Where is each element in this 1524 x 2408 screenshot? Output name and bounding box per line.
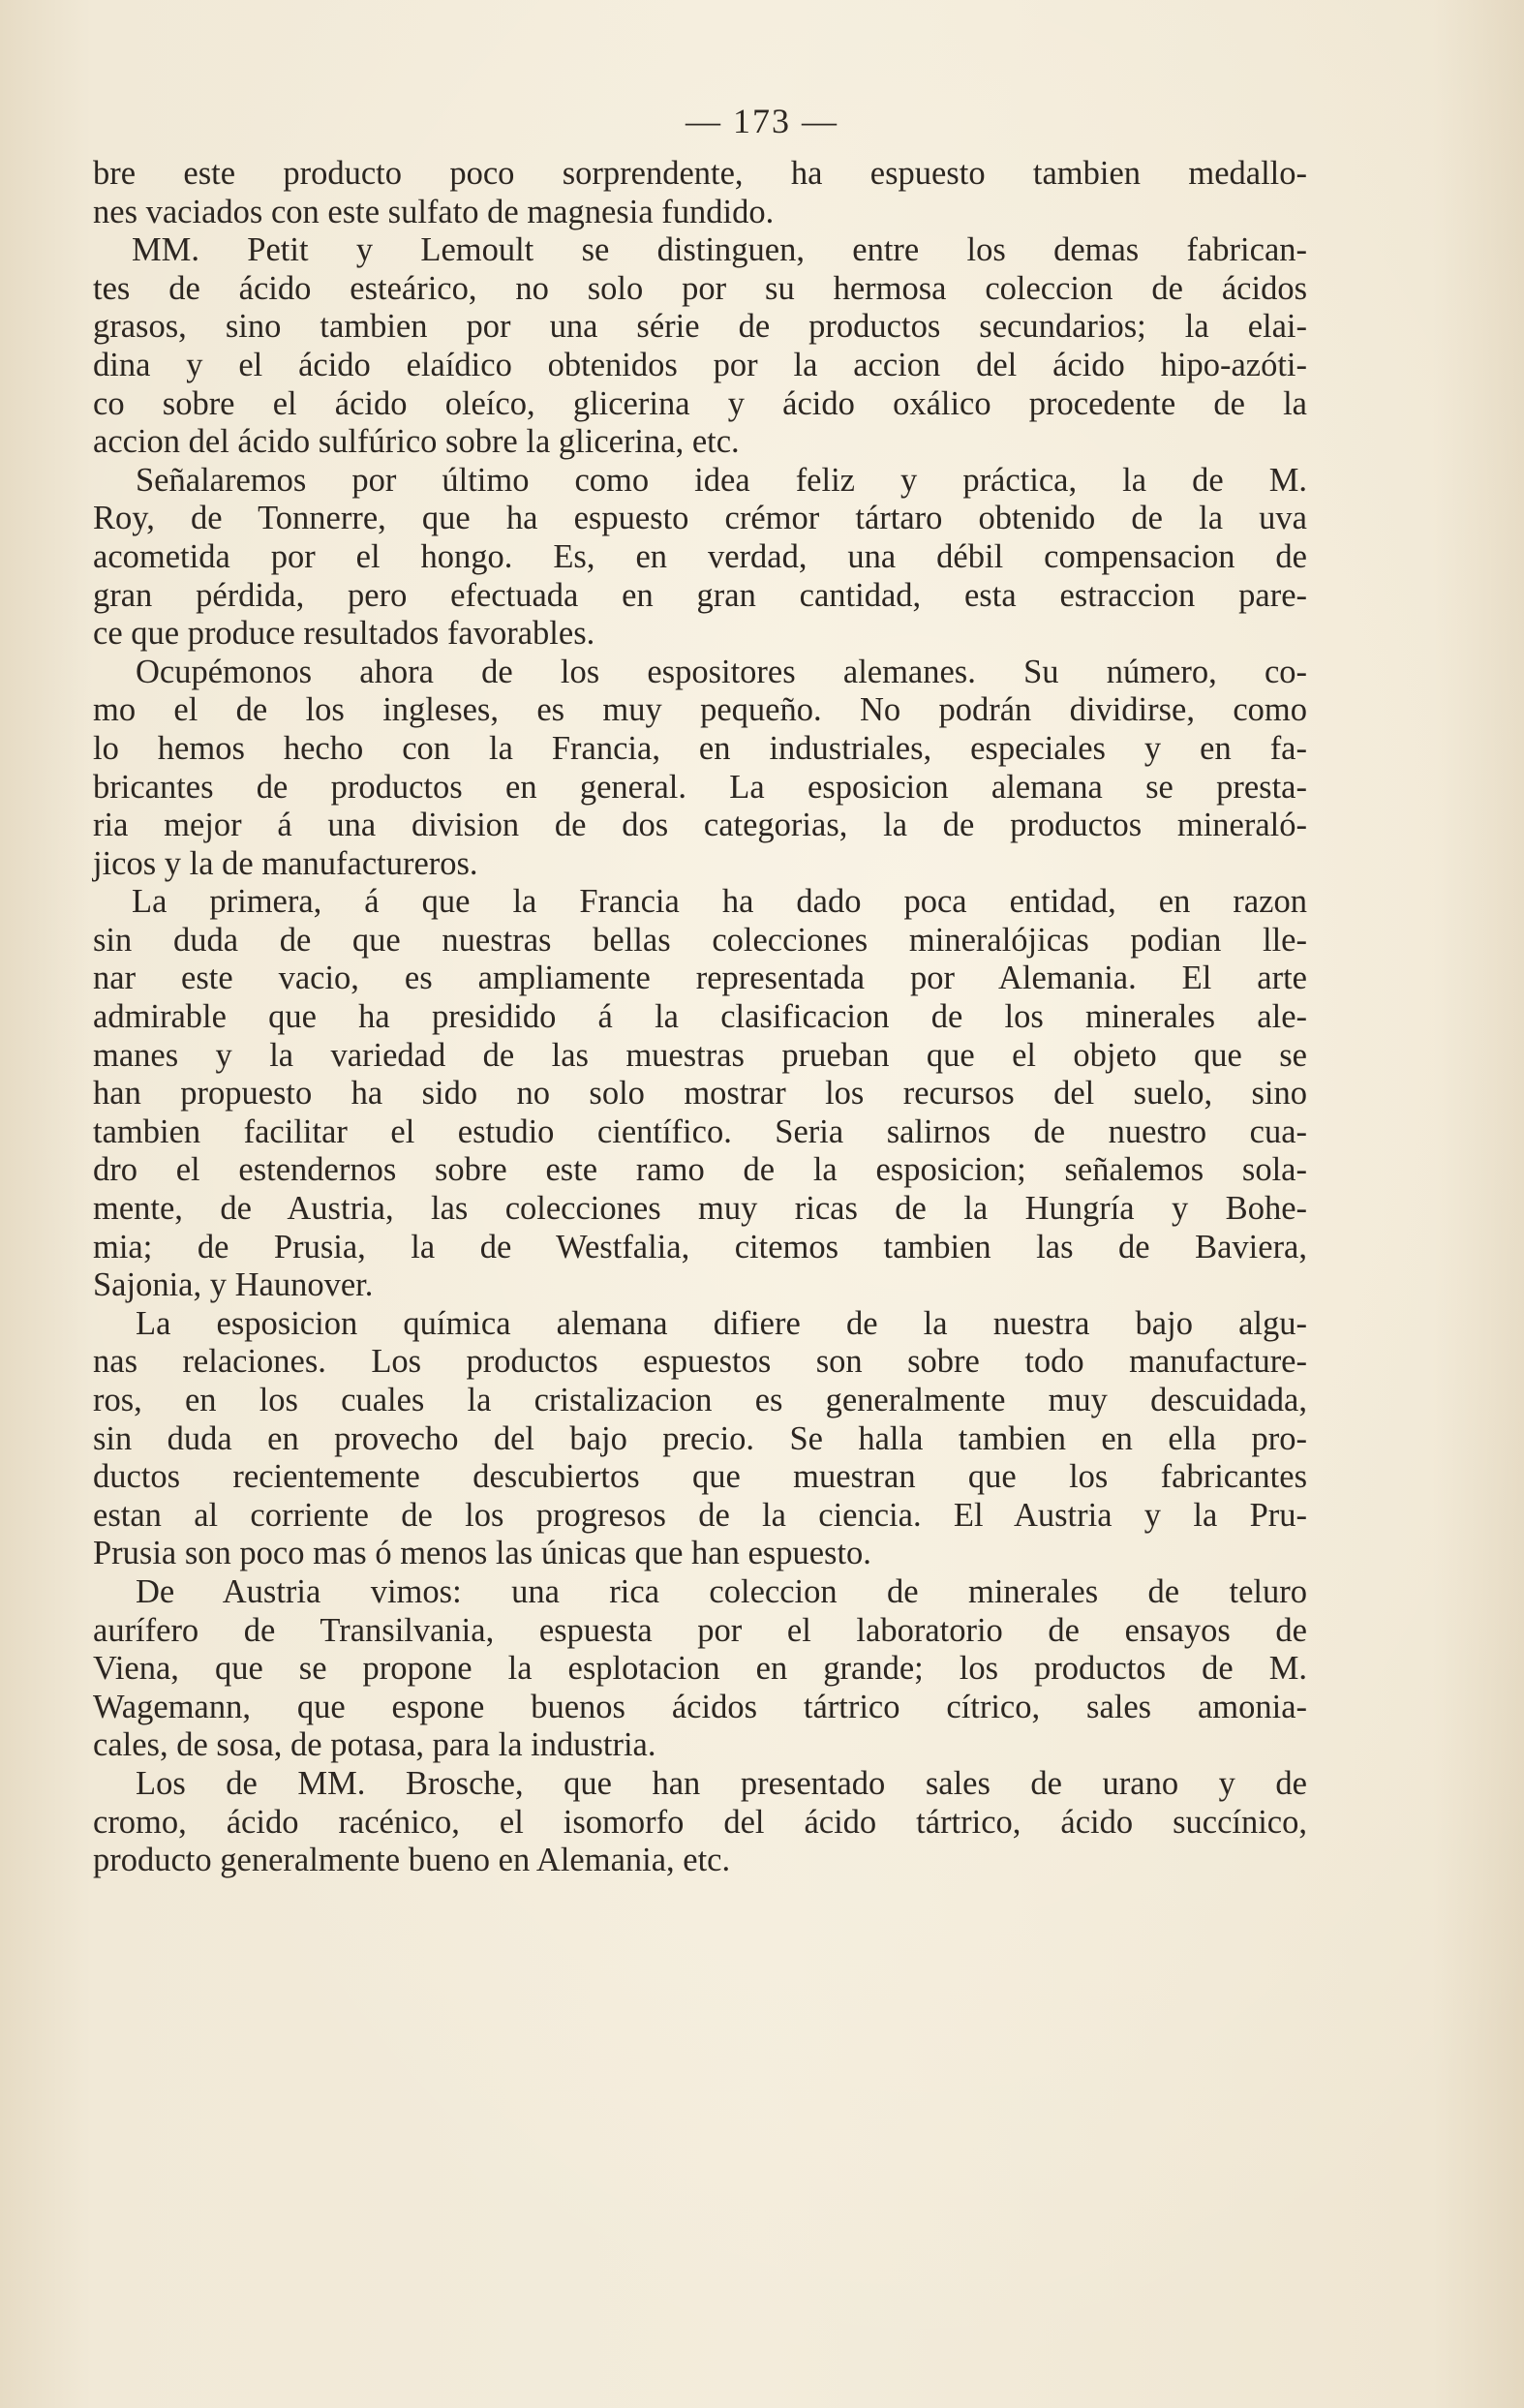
text-line: Wagemann, que espone buenos ácidos tártrico cítrico, sales amonia- bbox=[93, 1688, 1307, 1725]
text-line: Señalaremos por último como idea feliz y práctica, la de M. bbox=[136, 461, 1307, 499]
text-line: ros, en los cuales la cristalizacion es generalmente muy descuidada, bbox=[93, 1382, 1307, 1418]
text-line: La primera, á que la Francia ha dado poca entidad, en razon bbox=[132, 883, 1307, 921]
text-line: accion del ácido sulfúrico sobre la glicerina, etc. bbox=[93, 423, 740, 461]
text-line: bricantes de productos en general. La esposicion alemana se presta- bbox=[93, 768, 1307, 806]
text-line: jicos y la de manufactureros. bbox=[93, 844, 478, 882]
text-line: MM. Petit y Lemoult se distinguen, entre los demas fabrican- bbox=[132, 231, 1307, 269]
text-line: Roy, de Tonnerre, que ha espuesto crémor tártaro obtenido de la uva bbox=[93, 500, 1307, 537]
text-line: sin duda de que nuestras bellas colecciones mineralójicas podian lle- bbox=[93, 921, 1307, 959]
text-line: Los de MM. Brosche, que han presentado sales de urano y de bbox=[136, 1764, 1307, 1802]
text-line: Ocupémonos ahora de los espositores alemanes. Su número, co- bbox=[136, 653, 1307, 690]
text-line: nes vaciados con este sulfato de magnesia fundido. bbox=[93, 193, 775, 230]
text-line: ce que produce resultados favorables. bbox=[93, 615, 595, 653]
text-line: mente, de Austria, las colecciones muy ricas de la Hungría y Bohe- bbox=[93, 1190, 1307, 1228]
text-line: gran pérdida, pero efectuada en gran cantidad, esta estraccion pare- bbox=[93, 576, 1307, 614]
text-line: ria mejor á una division de dos categorias, la de productos mineraló- bbox=[93, 807, 1307, 844]
text-line: manes y la variedad de las muestras prueban que el objeto que se bbox=[93, 1036, 1307, 1074]
text-line: Viena, que se propone la esplotacion en grande; los productos de M. bbox=[93, 1650, 1307, 1688]
text-line: han propuesto ha sido no solo mostrar los recursos del suelo, sino bbox=[93, 1075, 1307, 1113]
text-line: admirable que ha presidido á la clasificacion de los minerales ale- bbox=[93, 998, 1307, 1036]
text-line: grasos, sino tambien por una série de productos secundarios; la elai- bbox=[93, 308, 1307, 346]
text-line: dro el estendernos sobre este ramo de la esposicion; señalemos sola- bbox=[93, 1151, 1307, 1189]
text-line: Prusia son poco mas ó menos las únicas que han espuesto. bbox=[93, 1535, 871, 1572]
text-line: nas relaciones. Los productos espuestos son sobre todo manufacture- bbox=[93, 1343, 1307, 1381]
text-line: Sajonia, y Haunover. bbox=[93, 1266, 374, 1304]
text-line: tes de ácido esteárico, no solo por su hermosa coleccion de ácidos bbox=[93, 269, 1307, 307]
text-line: lo hemos hecho con la Francia, en industriales, especiales y en fa- bbox=[93, 729, 1307, 767]
text-line: bre este producto poco sorprendente, ha espuesto tambien medallo- bbox=[93, 155, 1307, 192]
text-line: nar este vacio, es ampliamente representada por Alemania. El arte bbox=[93, 960, 1307, 997]
text-line: mo el de los ingleses, es muy pequeño. No podrán dividirse, como bbox=[93, 691, 1307, 729]
text-line: De Austria vimos: una rica coleccion de minerales de teluro bbox=[136, 1572, 1307, 1610]
text-line: sin duda en provecho del bajo precio. Se halla tambien en ella pro- bbox=[93, 1419, 1307, 1457]
text-line: mia; de Prusia, la de Westfalia, citemos tambien las de Baviera, bbox=[93, 1228, 1307, 1265]
text-line: cromo, ácido racénico, el isomorfo del ácido tártrico, ácido succínico, bbox=[93, 1803, 1307, 1841]
text-line: co sobre el ácido oleíco, glicerina y ácido oxálico procedente de la bbox=[93, 384, 1307, 422]
text-line: producto generalmente bueno en Alemania, etc. bbox=[93, 1842, 731, 1879]
text-line: acometida por el hongo. Es, en verdad, una débil compensacion de bbox=[93, 537, 1307, 575]
page-number: — 173 — bbox=[686, 102, 838, 140]
text-line: La esposicion química alemana difiere de la nuestra bajo algu- bbox=[136, 1304, 1307, 1342]
text-line: ductos recientemente descubiertos que muestran que los fabricantes bbox=[93, 1458, 1307, 1496]
text-line: cales, de sosa, de potasa, para la industria. bbox=[93, 1726, 656, 1764]
text-line: tambien facilitar el estudio científico. Seria salirnos de nuestro cua- bbox=[93, 1113, 1307, 1150]
text-line: dina y el ácido elaídico obtenidos por la accion del ácido hipo-azóti- bbox=[93, 346, 1307, 383]
text-line: aurífero de Transilvania, espuesta por el laboratorio de ensayos de bbox=[93, 1611, 1307, 1649]
text-line: estan al corriente de los progresos de la ciencia. El Austria y la Pru- bbox=[93, 1496, 1307, 1534]
body-text bbox=[93, 155, 1307, 1880]
